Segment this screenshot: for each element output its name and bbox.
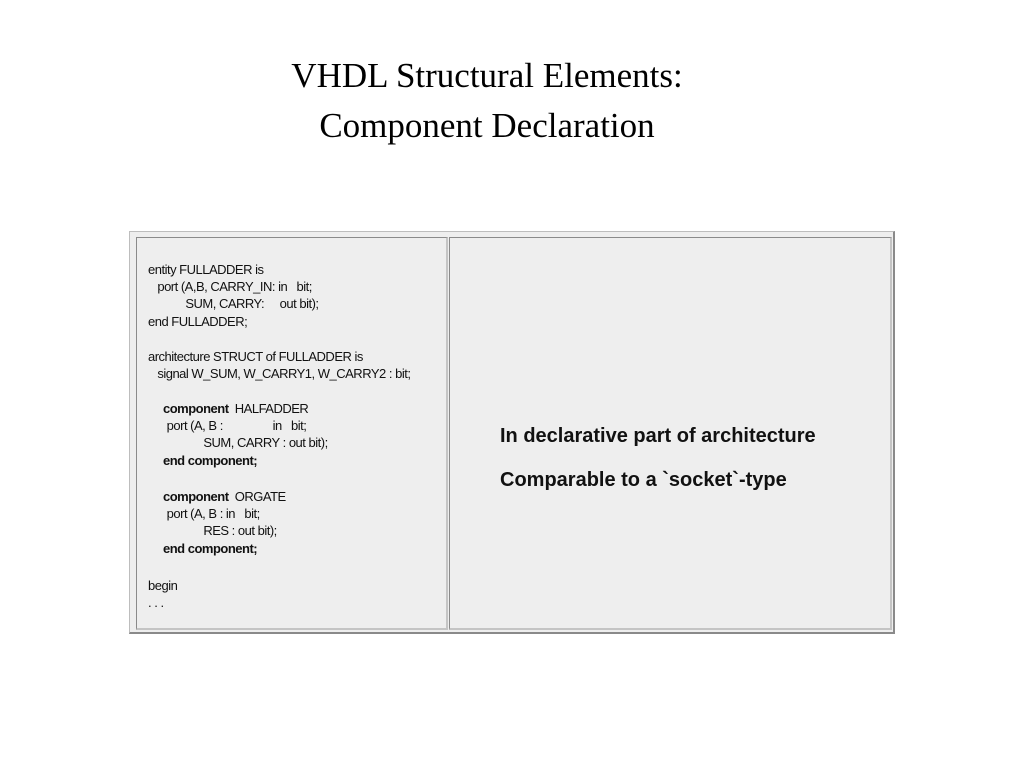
component-keyword: component xyxy=(163,489,229,504)
note-declarative-part: In declarative part of architecture xyxy=(500,425,816,447)
code-line-entity: entity FULLADDER is xyxy=(148,262,264,277)
code-line-orgate-port: port (A, B : in bit; xyxy=(148,506,260,521)
code-line-halfadder-port: port (A, B : in bit; xyxy=(148,418,307,433)
code-line-ellipsis: . . . xyxy=(148,595,164,610)
code-line-sum-carry: SUM, CARRY: out bit); xyxy=(148,296,319,311)
component-name: ORGATE xyxy=(228,489,286,504)
code-line-begin: begin xyxy=(148,578,178,593)
slide-title-line-1: VHDL Structural Elements: xyxy=(291,56,683,95)
code-line-port: port (A,B, CARRY_IN: in bit; xyxy=(148,279,312,294)
code-line-component-halfadder xyxy=(163,401,308,417)
code-cell xyxy=(136,237,448,630)
code-line-orgate-end xyxy=(163,541,257,557)
code-line-component-orgate xyxy=(163,489,286,505)
end-component-keyword: end component; xyxy=(163,453,258,468)
code-line-halfadder-outputs: SUM, CARRY : out bit); xyxy=(166,435,328,450)
content-table xyxy=(129,231,895,634)
code-line-orgate-outputs: RES : out bit); xyxy=(166,523,277,538)
component-name: HALFADDER xyxy=(228,401,309,416)
code-line-halfadder-end xyxy=(163,453,257,469)
code-line-end-entity: end FULLADDER; xyxy=(148,314,248,329)
component-keyword: component xyxy=(163,401,229,416)
code-line-signal: signal W_SUM, W_CARRY1, W_CARRY2 : bit; xyxy=(148,366,411,381)
note-socket-type: Comparable to a `socket`-type xyxy=(500,469,787,491)
code-line-architecture: architecture STRUCT of FULLADDER is xyxy=(148,349,363,364)
slide-title-line-2: Component Declaration xyxy=(319,106,655,145)
end-component-keyword: end component; xyxy=(163,541,258,556)
notes-cell xyxy=(449,237,892,630)
